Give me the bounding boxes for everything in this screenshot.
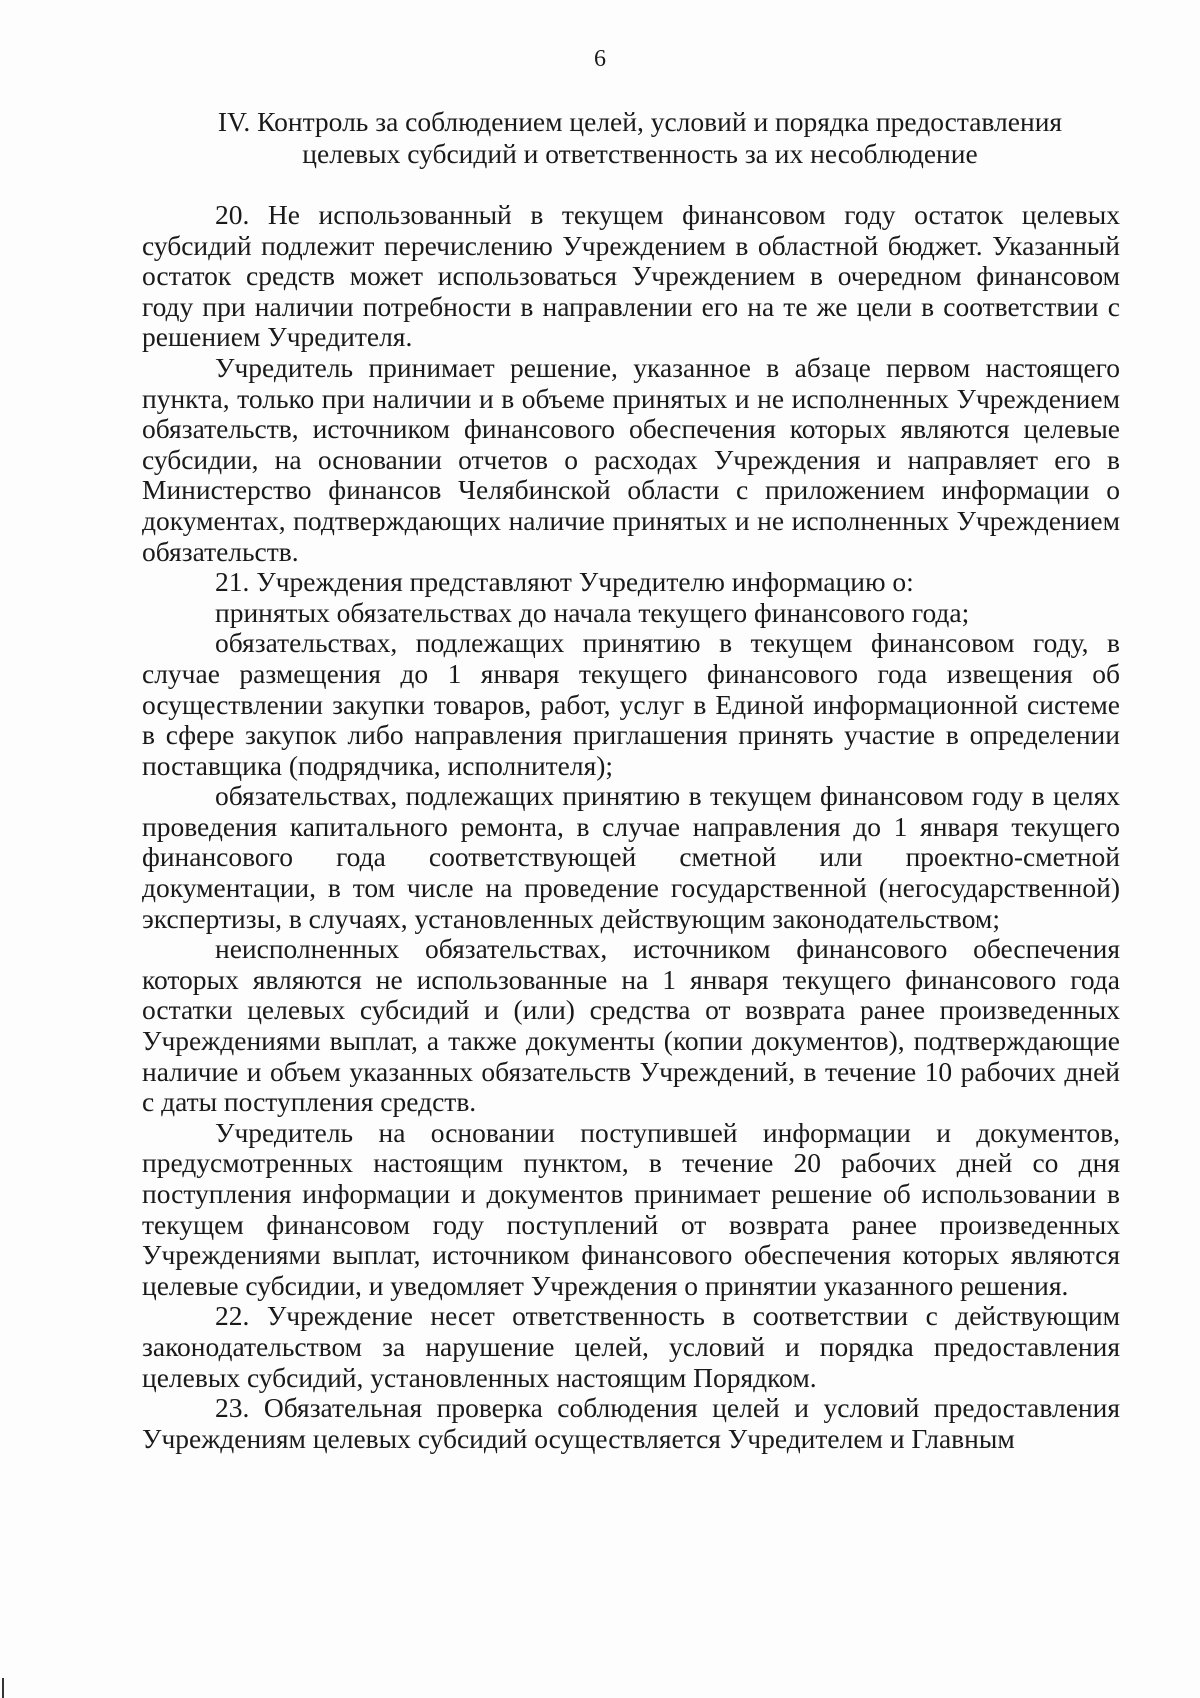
paragraph-21-item-2: обязательствах, подлежащих принятию в текущем финансовом году, в случае размещения до 1 января текущего финансового года извещения об осуществлении закупки товаров, работ, услуг в Единой информационной системе в сфере закупок либо направления приглашения принять участие в определении поставщика (подрядчика, исполнителя);	[142, 627, 1120, 781]
section-heading-line-2: целевых субсидий и ответственность за их несоблюдение	[302, 138, 978, 169]
paragraph-21: 21. Учреждения представляют Учредителю информацию о:	[215, 566, 914, 598]
section-heading-line-1: IV. Контроль за соблюдением целей, условий и порядка предоставления	[217, 106, 1063, 137]
paragraph-21-item-3: обязательствах, подлежащих принятию в текущем финансовом году в целях проведения капитального ремонта, в случае направления до 1 января текущего финансового года соответствующей сметной или проектно-сметной документации, в том числе на проведение государственной (негосударственной) экспертизы, в случаях, установленных действующим законодательством;	[142, 780, 1120, 934]
scan-edge-mark	[2, 1678, 4, 1698]
section-heading	[150, 106, 1130, 170]
paragraph-23: 23. Обязательная проверка соблюдения целей и условий предоставления Учреждениям целевых субсидий осуществляется Учредителем и Главным	[142, 1392, 1120, 1454]
document-body	[142, 200, 1120, 1454]
paragraph-21-decision: Учредитель на основании поступившей информации и документов, предусмотренных настоящим пунктом, в течение 20 рабочих дней со дня поступления информации и документов принимает решение об использовании в текущем финансовом году поступлений от возврата ранее произведенных Учреждениями выплат, источником финансового обеспечения которых являются целевые субсидии, и уведомляет Учреждения о принятии указанного решения.	[142, 1116, 1120, 1301]
paragraph-20: 20. Не использованный в текущем финансовом году остаток целевых субсидий подлежит перечислению Учреждением в областной бюджет. Указанный остаток средств может использоваться Учреждением в очередном финансовом году при наличии потребности в направлении его на те же цели в соответствии с решением Учредителя.	[142, 199, 1120, 353]
paragraph-22: 22. Учреждение несет ответственность в соответствии с действующим законодательством за нарушение целей, условий и порядка предоставления целевых субсидий, установленных настоящим Порядком.	[142, 1300, 1120, 1393]
paragraph-21-item-4: неисполненных обязательствах, источником финансового обеспечения которых являются не использованные на 1 января текущего финансового года остатки целевых субсидий и (или) средства от возврата ранее произведенных Учреждениями выплат, а также документы (копии документов), подтверждающие наличие и объем указанных обязательств Учреждений, в течение 10 рабочих дней с даты поступления средств.	[142, 933, 1120, 1118]
paragraph-20-decision: Учредитель принимает решение, указанное в абзаце первом настоящего пункта, только при наличии и в объеме принятых и не исполненных Учреждением обязательств, источником финансового обеспечения которых являются целевые субсидии, на основании отчетов о расходах Учреждения и направляет его в Министерство финансов Челябинской области с приложением информации о документах, подтверждающих наличие принятых и не исполненных Учреждением обязательств.	[142, 351, 1120, 567]
page-number: 6	[594, 46, 606, 72]
paragraph-21-item-1: принятых обязательствах до начала текущего финансового года;	[215, 596, 970, 628]
